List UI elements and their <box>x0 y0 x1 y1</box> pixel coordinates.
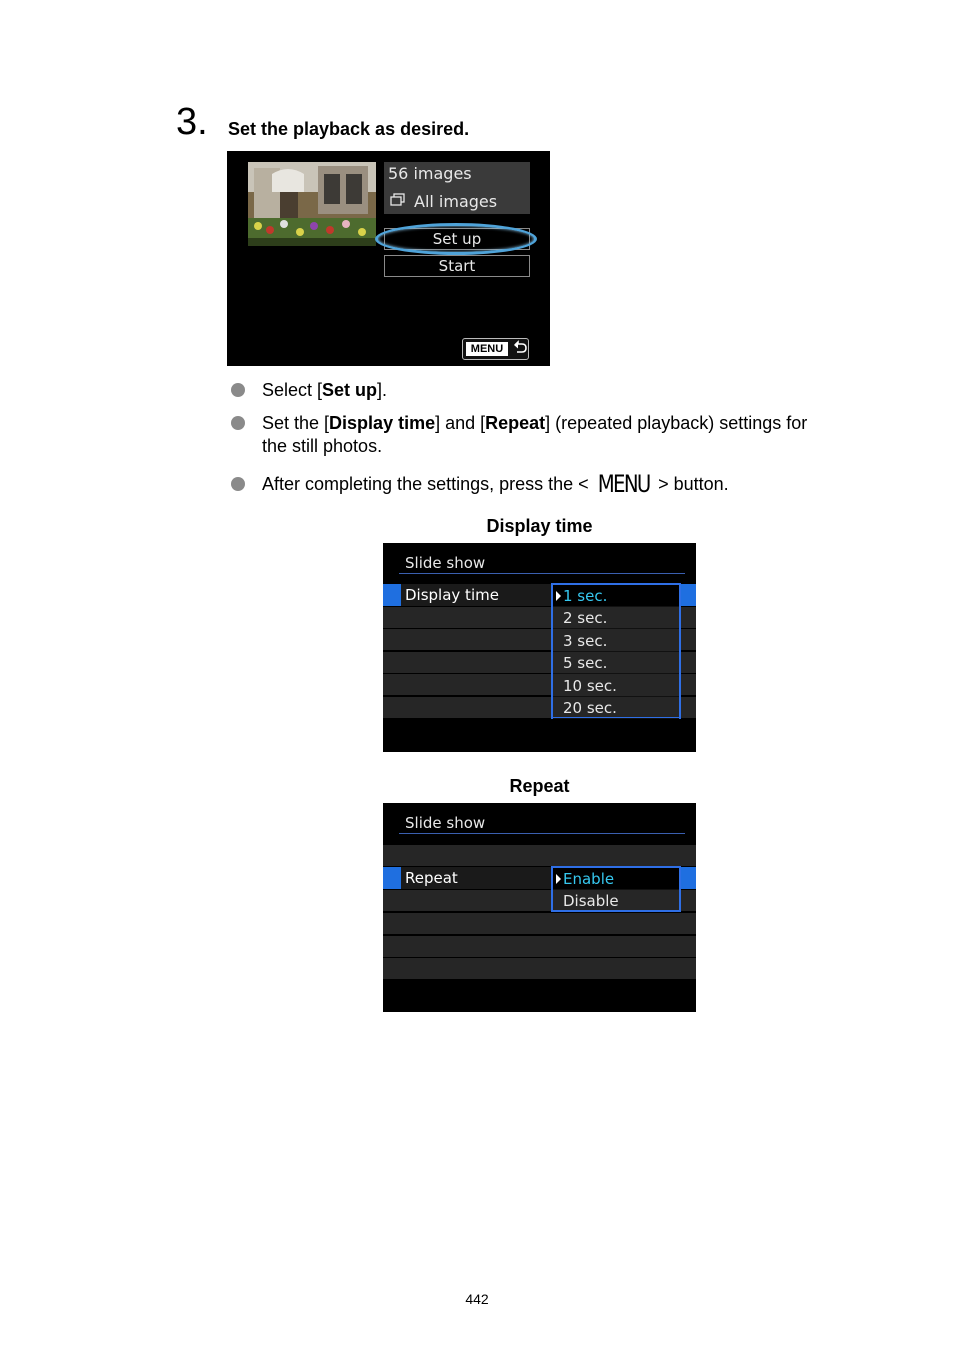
display-time-row-label[interactable]: Display time <box>401 584 551 606</box>
menu-label: MENU <box>466 342 508 356</box>
display-time-caption: Display time <box>486 516 593 536</box>
screen-title: Slide show <box>405 554 486 572</box>
display-time-options <box>551 583 681 719</box>
step-title: Set the playback as desired. <box>228 119 470 139</box>
screen-title: Slide show <box>405 814 486 832</box>
option-2-sec[interactable]: 2 sec. <box>553 607 679 629</box>
option-enable[interactable]: Enable <box>553 868 679 890</box>
start-button[interactable]: Start <box>384 255 530 277</box>
title-underline <box>399 573 685 574</box>
highlight-ring <box>375 223 537 255</box>
images-icon <box>390 192 408 212</box>
image-count: 56 images <box>388 164 472 183</box>
return-arrow-icon <box>512 340 528 360</box>
repeat-caption: Repeat <box>509 776 570 796</box>
option-disable[interactable]: Disable <box>563 892 619 910</box>
title-underline <box>399 833 685 834</box>
bullet-select-setup: Select [Set up]. <box>262 380 388 400</box>
image-filter: All images <box>414 192 498 211</box>
option-1-sec[interactable]: 1 sec. <box>553 585 679 607</box>
repeat-screen <box>383 803 696 1012</box>
bullet-dot <box>231 477 245 491</box>
menu-row <box>383 936 696 957</box>
bullet-dot <box>231 416 245 430</box>
option-20-sec[interactable]: 20 sec. <box>553 697 679 719</box>
menu-back-button[interactable] <box>462 338 529 360</box>
setup-button[interactable]: Set up <box>384 228 530 250</box>
bullet-press-menu: After completing the settings, press the < MENU > button. <box>262 470 729 498</box>
menu-row <box>383 845 696 866</box>
image-info-panel <box>384 162 530 214</box>
playback-setup-screen <box>227 151 550 366</box>
bullet-set-display-repeat: Set the [Display time] and [Repeat] (repeated playback) settings for the still photos. <box>262 413 808 456</box>
page-number: 442 <box>465 1291 489 1307</box>
option-3-sec[interactable]: 3 sec. <box>553 630 679 652</box>
option-5-sec[interactable]: 5 sec. <box>553 652 679 674</box>
bullet-dot <box>231 383 245 397</box>
option-10-sec[interactable]: 10 sec. <box>553 675 679 697</box>
menu-row <box>383 958 696 979</box>
display-time-screen <box>383 543 696 752</box>
menu-row <box>383 913 696 934</box>
repeat-options <box>551 866 681 912</box>
menu-button-glyph: MENU <box>597 470 650 498</box>
step-number: 3. <box>176 101 208 143</box>
repeat-row-label[interactable]: Repeat <box>401 867 551 889</box>
thumbnail-image <box>248 162 376 246</box>
